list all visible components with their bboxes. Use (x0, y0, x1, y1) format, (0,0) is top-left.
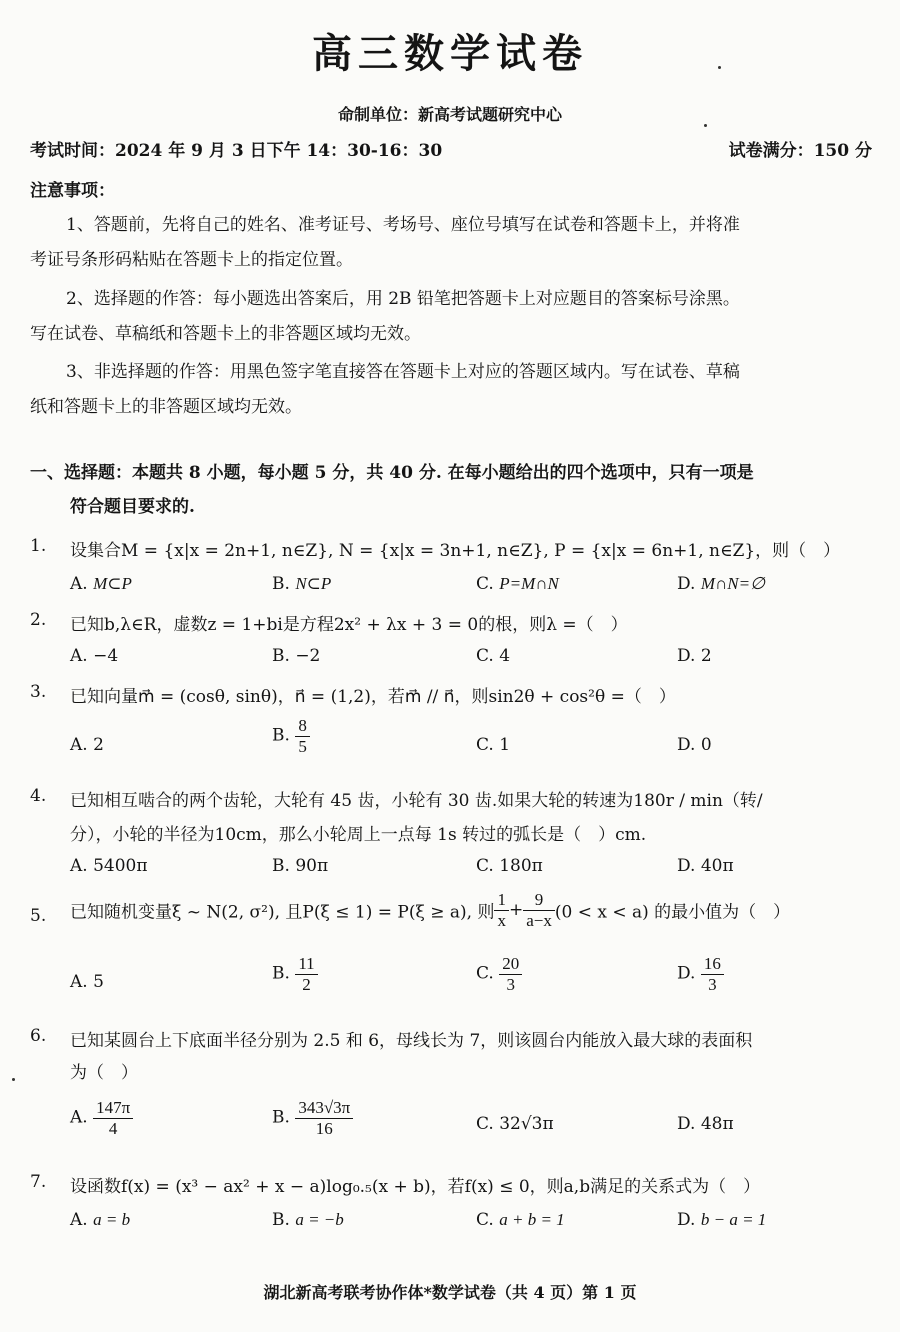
q5-option-b: B. $\frac{11}{2}$ (272, 954, 318, 994)
scan-speck (718, 66, 721, 69)
notice-heading: 注意事项： (30, 181, 115, 201)
notice-item-3-line1: 3、非选择题的作答：用黑色签字笔直接答在答题卡上对应的答题区域内。写在试卷、草稿 (66, 362, 740, 382)
q2-option-a: A. −4 (70, 646, 119, 666)
q2-option-c: C. 4 (476, 646, 511, 666)
q3-option-b: B. $\frac{8}{5}$ (272, 716, 310, 756)
page-footer: 湖北新高考联考协作体*数学试卷（共 4 页）第 1 页 (263, 1283, 637, 1302)
section-heading-line2: 符合题目要求的. (70, 497, 195, 517)
q7-option-d: D. b − a = 1 (677, 1210, 767, 1230)
question-stem-1: 设集合M = {x|x = 2n+1, n∈Z}, N = {x|x = 3n+1, n∈Z}, P = {x|x = 6n+1, n∈Z}，则（ ） (70, 541, 841, 561)
notice-item-2-line2: 写在试卷、草稿纸和答题卡上的非答题区域均无效。 (30, 324, 421, 344)
question-stem-6-line2: 为（ ） (70, 1063, 138, 1083)
question-stem-2: 已知b,λ∈R，虚数z = 1+bi是方程2x² + λx + 3 = 0的根，则λ =（ ） (70, 615, 628, 635)
fraction: $\frac{11}{2}$ (295, 954, 317, 994)
q4-option-d: D. 40π (677, 856, 734, 876)
question-stem-3: 已知向量m⃗ = (cosθ, sinθ)，n⃗ = (1,2)，若m⃗ // n⃗，则sin2θ + cos²θ =（ ） (70, 687, 676, 707)
q3-option-d: D. 0 (677, 735, 712, 755)
q7-option-b: B. a = −b (272, 1210, 344, 1230)
scan-speck (704, 124, 707, 127)
notice-item-2-line1: 2、选择题的作答：每小题选出答案后，用 2B 铅笔把答题卡上对应题目的答案标号涂黑。 (66, 289, 740, 309)
q2-option-b: B. −2 (272, 646, 321, 666)
question-stem-4-line2: 分），小轮的半径为10cm，那么小轮周上一点每 1s 转过的弧长是（ ）cm. (70, 825, 647, 845)
q6-option-c: C. 32√3π (476, 1114, 554, 1134)
q3-option-a: A. 2 (70, 735, 104, 755)
q5-option-c: C. $\frac{20}{3}$ (476, 954, 522, 994)
question-stem-5: 已知随机变量ξ ~ N(2, σ²), 且P(ξ ≤ 1) = P(ξ ≥ a), 则 $\frac{1}{x}$ + $\frac{9}{a-x}$ (0 < x < a) 的最小值为（ ） (70, 890, 791, 930)
question-stem-7: 设函数f(x) = (x³ − ax² + x − a)log₀.₅(x + b)，若f(x) ≤ 0，则a,b满足的关系式为（ ） (70, 1177, 761, 1197)
exam-time: 考试时间：2024 年 9 月 3 日下午 14：30-16：30 (30, 141, 443, 161)
q4-option-a: A. 5400π (70, 856, 148, 876)
q1-option-d: D. M∩N=∅ (677, 574, 765, 594)
q1-option-c: C. P=M∩N (476, 574, 559, 594)
q7-option-a: A. a = b (70, 1210, 131, 1230)
notice-item-3-line2: 纸和答题卡上的非答题区域均无效。 (30, 397, 302, 417)
question-number-3: 3. (30, 682, 47, 702)
question-number-7: 7. (30, 1172, 47, 1192)
q5-option-a: A. 5 (70, 972, 104, 992)
full-score: 试卷满分：150 分 (728, 141, 872, 161)
question-number-2: 2. (30, 610, 47, 630)
q6-option-b: B. $\frac{343√3\pi}{16}$ (272, 1098, 353, 1138)
fraction: $\frac{20}{3}$ (499, 954, 522, 994)
fraction: $\frac{343√3\pi}{16}$ (295, 1098, 353, 1138)
notice-item-1-line1: 1、答题前，先将自己的姓名、准考证号、考场号、座位号填写在试卷和答题卡上，并将准 (66, 215, 740, 235)
q6-option-a: A. $\frac{147\pi}{4}$ (70, 1098, 133, 1138)
q3-option-c: C. 1 (476, 735, 511, 755)
q4-option-b: B. 90π (272, 856, 329, 876)
q7-option-c: C. a + b = 1 (476, 1210, 565, 1230)
q1-option-a: A. M⊂P (70, 574, 132, 594)
section-heading-line1: 一、选择题：本题共 8 小题，每小题 5 分，共 40 分. 在每小题给出的四个选项中，只有一项是 (30, 463, 754, 483)
page-title: 高三数学试卷 (312, 31, 588, 77)
scan-speck (12, 1078, 15, 1081)
question-stem-6: 已知某圆台上下底面半径分别为 2.5 和 6，母线长为 7，则该圆台内能放入最大球的表面积 (70, 1031, 753, 1051)
question-stem-4: 已知相互啮合的两个齿轮，大轮有 45 齿，小轮有 30 齿.如果大轮的转速为180r / min（转/ (70, 791, 763, 811)
fraction: $\frac{147\pi}{4}$ (93, 1098, 133, 1138)
q2-option-d: D. 2 (677, 646, 712, 666)
fraction-9-over-a-minus-x: $\frac{9}{a-x}$ (523, 890, 555, 930)
maker-line: 命制单位：新高考试题研究中心 (337, 105, 562, 124)
q1-option-b: B. N⊂P (272, 574, 332, 594)
fraction-1-over-x: $\frac{1}{x}$ (494, 890, 509, 930)
notice-item-1-line2: 考证号条形码粘贴在答题卡上的指定位置。 (30, 250, 353, 270)
question-number-5: 5. (30, 906, 47, 926)
question-number-6: 6. (30, 1026, 47, 1046)
question-number-4: 4. (30, 786, 47, 806)
q5-option-d: D. $\frac{16}{3}$ (677, 954, 724, 994)
fraction: $\frac{8}{5}$ (295, 716, 310, 756)
question-number-1: 1. (30, 536, 47, 556)
q6-option-d: D. 48π (677, 1114, 734, 1134)
fraction: $\frac{16}{3}$ (701, 954, 724, 994)
q4-option-c: C. 180π (476, 856, 543, 876)
